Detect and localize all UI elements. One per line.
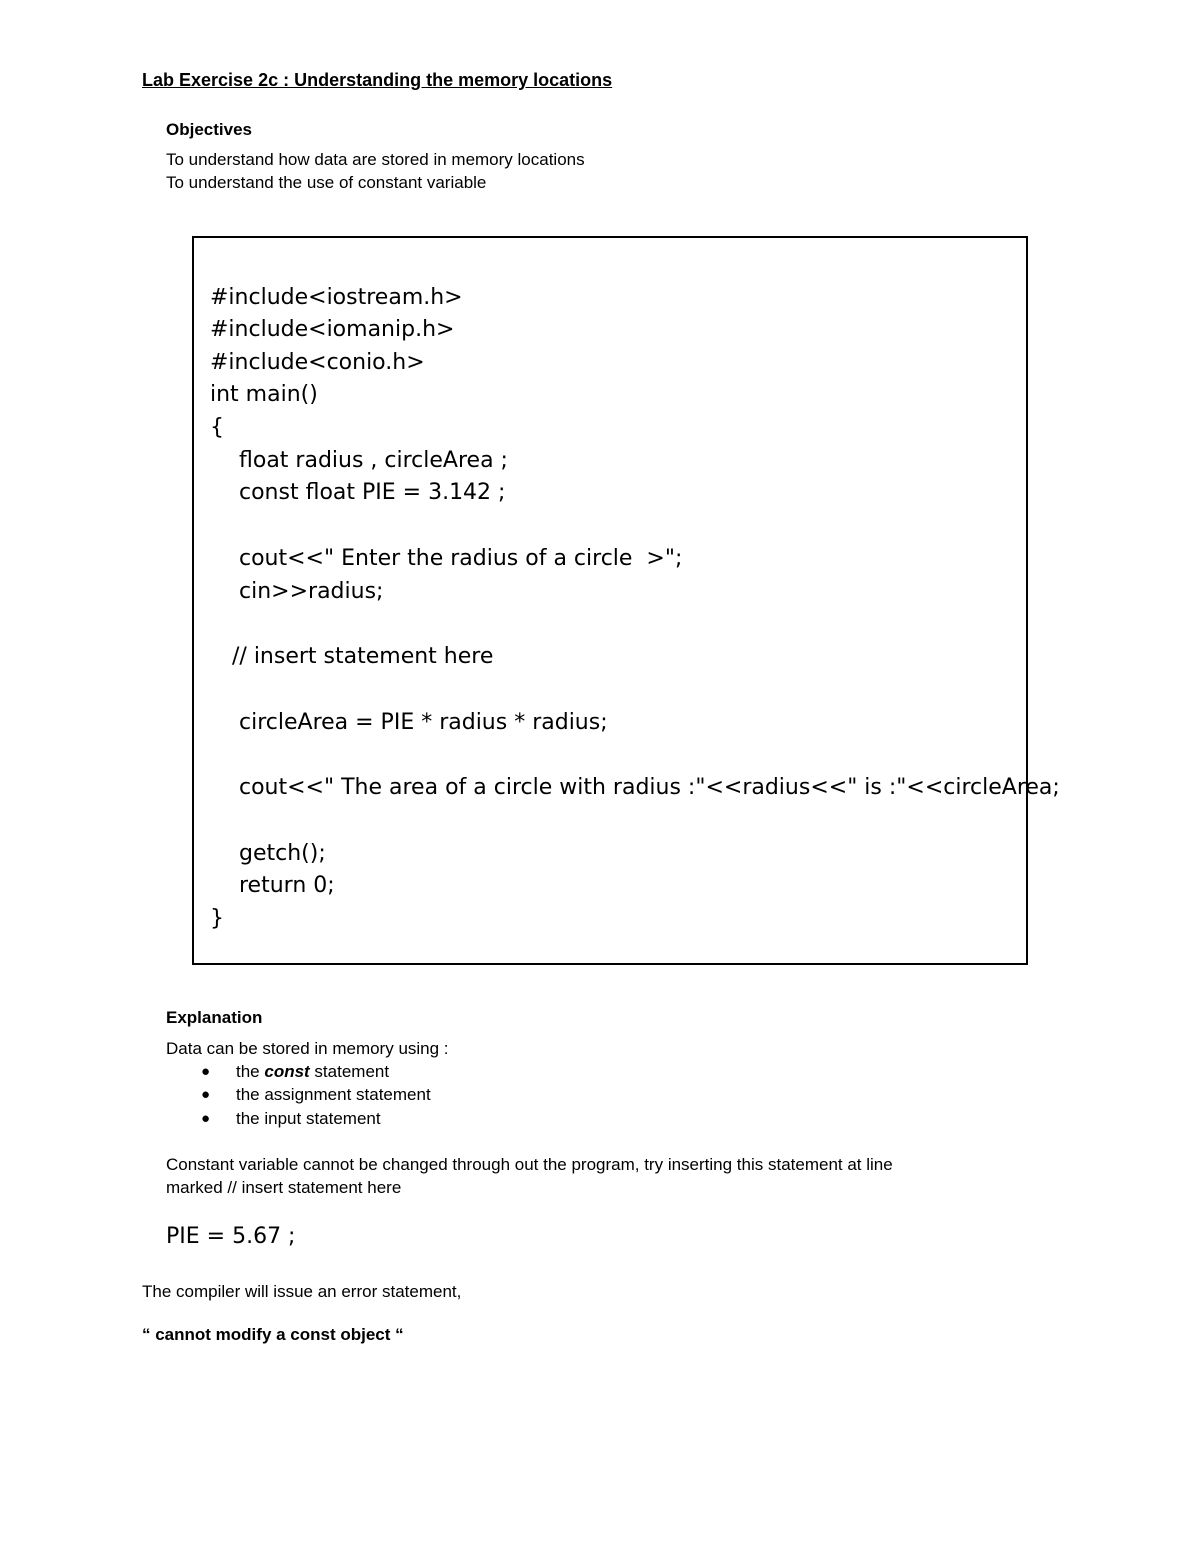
code-line-area-calc: circleArea = PIE * radius * radius; (239, 710, 608, 735)
code-line-declare-vars: float radius , circleArea ; (239, 448, 508, 473)
code-line-const-pie: const float PIE = 3.142 ; (239, 480, 506, 505)
bullet-item-input: the input statement (236, 1109, 381, 1128)
code-line-output: cout<<" The area of a circle with radius :"<<radius<<" is :"<<circleArea; (239, 775, 1060, 800)
bullet-icon: ● (201, 1063, 211, 1080)
code-line-getch: getch(); (239, 841, 326, 866)
explanation-paragraph-line-1: Constant variable cannot be changed through out the program, try inserting this statement at line (166, 1155, 893, 1174)
compiler-note: The compiler will issue an error statement, (142, 1282, 462, 1301)
bullet-item-const-prefix: the (236, 1062, 265, 1081)
code-line-main: int main() (210, 382, 318, 407)
code-line-cin: cin>>radius; (239, 579, 384, 604)
code-line-close-brace: } (210, 906, 224, 931)
code-line-include-iomanip: #include<iomanip.h> (210, 317, 455, 342)
bullet-icon: ● (201, 1110, 211, 1127)
objective-line-2: To understand the use of constant variable (166, 173, 487, 192)
code-line-prompt: cout<<" Enter the radius of a circle >"; (239, 546, 683, 571)
code-box (192, 236, 1060, 965)
error-message: “ cannot modify a const object “ (142, 1325, 404, 1344)
objectives-heading: Objectives (166, 120, 252, 139)
explanation-intro: Data can be stored in memory using : (166, 1039, 449, 1058)
code-line-include-conio: #include<conio.h> (210, 350, 425, 375)
explanation-paragraph-line-2: marked // insert statement here (166, 1178, 402, 1197)
bullet-item-const-suffix: statement (309, 1062, 390, 1081)
objective-line-1: To understand how data are stored in memory locations (166, 150, 585, 169)
bullet-item-assignment: the assignment statement (236, 1085, 431, 1104)
page-title: Lab Exercise 2c : Understanding the memory locations (142, 70, 613, 90)
explanation-heading: Explanation (166, 1008, 263, 1027)
pie-statement-example: PIE = 5.67 ; (166, 1224, 296, 1249)
code-line-include-iostream: #include<iostream.h> (210, 285, 463, 310)
const-keyword: const (264, 1062, 310, 1081)
bullet-item-const (236, 1062, 389, 1082)
code-line-return: return 0; (239, 873, 335, 898)
code-line-open-brace: { (210, 415, 224, 440)
bullet-icon: ● (201, 1086, 211, 1103)
code-line-comment: // insert statement here (232, 644, 494, 669)
